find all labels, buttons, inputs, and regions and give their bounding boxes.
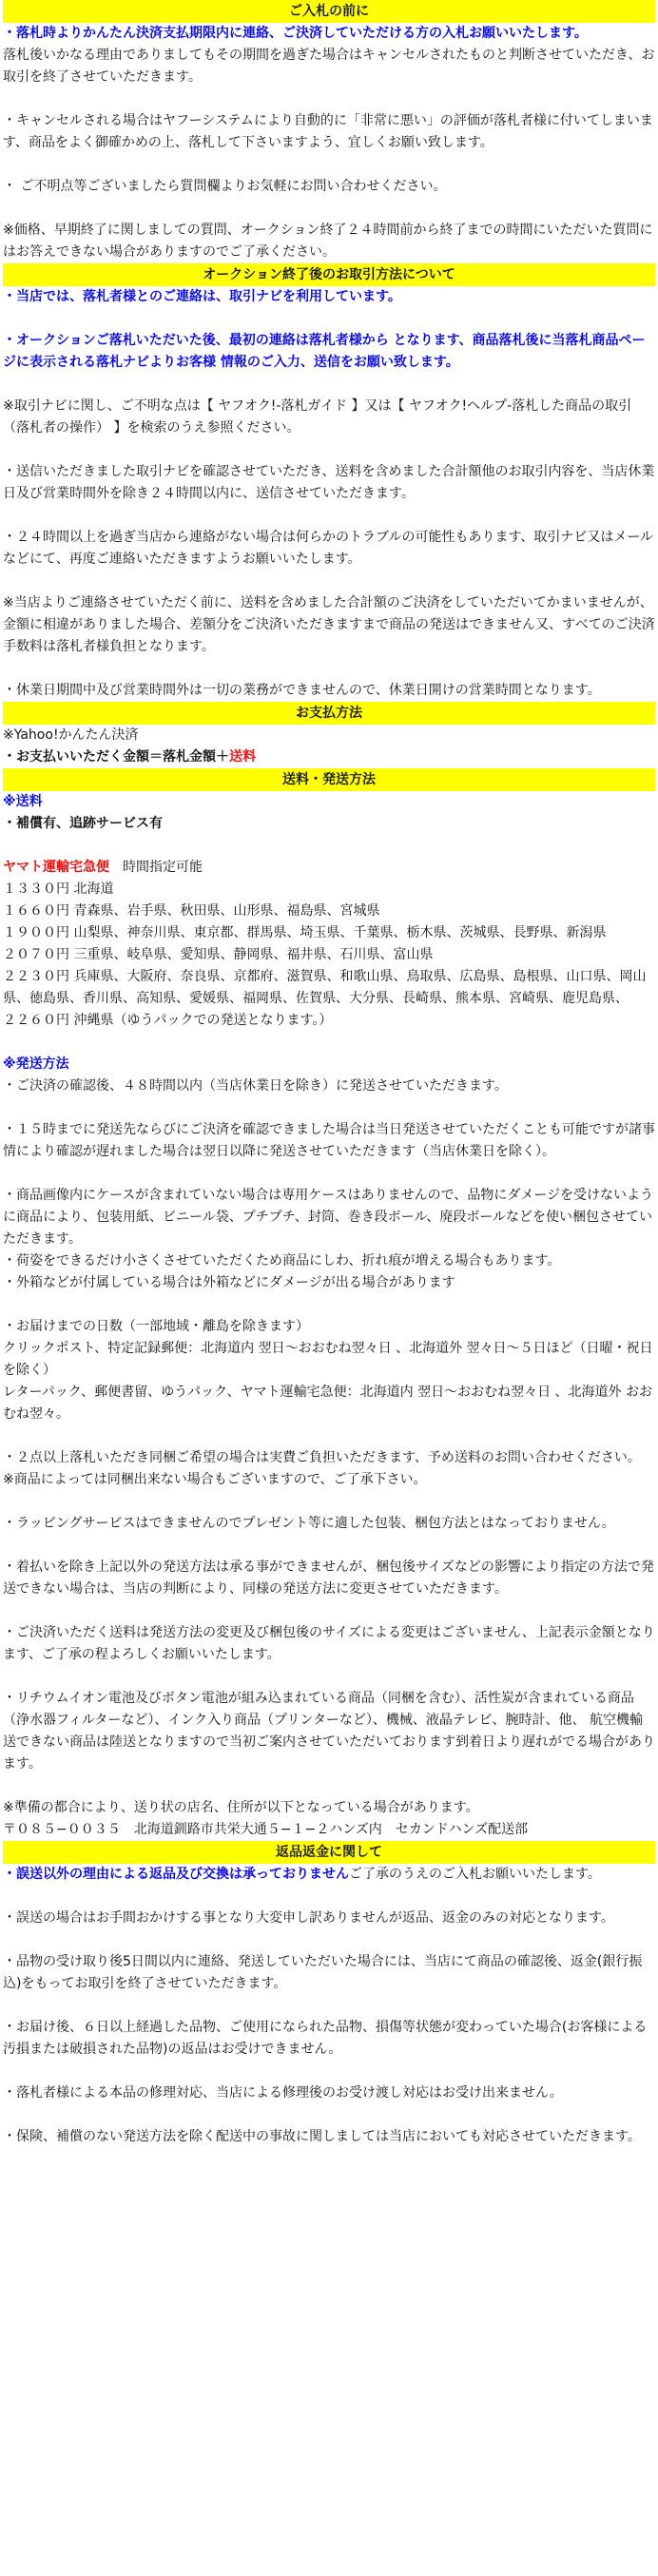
- section-heading: オークション終了後のお取引方法について: [3, 263, 655, 286]
- payment-amount-label: ・お支払いいただく金額＝落札金額＋: [3, 749, 229, 765]
- spacer: [3, 835, 655, 857]
- notice-paragraph: １６６０円 青森県、岩手県、秋田県、山形県、福島県、宮城県: [3, 903, 380, 919]
- notice-paragraph: ・着払いを除き上記以外の発送方法は承る事ができませんが、梱包後サイズなどの影響により指定の方法で発送できない場合は、当店の判断により、同様の発送方法に変更させていただきます。: [3, 1559, 654, 1597]
- notice-paragraph: ※取引ナビに関し、ご不明な点は【 ヤフオク!-落札ガイド 】又は【 ヤフオク!ヘルプ-落札した商品の取引（落札者の操作） 】を検索のうえ参照ください。: [3, 398, 632, 436]
- spacer: [3, 88, 655, 110]
- notice-paragraph: ・お届けまでの日数（一部地域・離島を除きます）: [3, 1319, 309, 1334]
- notice-paragraph: ・リチウムイオン電池及びボタン電池が組み込まれている商品（同梱を含む）、活性炭が含まれている商品（浄水器フィルターなど）、インク入り商品（プリンターなど）、機械、液晶テレビ、腕時計、他、 航空機輸送できない商品は陸送となりますので当初ご案内させていただいております到着日より遅れがでる場合があります。: [3, 1691, 655, 1772]
- returns-policy-line: [3, 1864, 655, 1886]
- spacer: [3, 154, 655, 176]
- emphasis-paragraph: ※送料: [3, 794, 43, 809]
- returns-policy-note: ご了承のうえのご入札お願いいたします。: [349, 1867, 601, 1882]
- carrier-name: ヤマト運輸宅急便: [3, 860, 109, 875]
- notice-paragraph: ※Yahoo!かんたん決済: [3, 727, 139, 743]
- notice-paragraph: ・ラッピングサービスはできませんのでプレゼント等に適した包装、梱包方法とはなっておりません。: [3, 1516, 615, 1531]
- notice-paragraph: 〒０８５−００３５ 北海道釧路市共栄大通５−１−２ハンズ内 セカンドハンズ配送部: [3, 1822, 529, 1837]
- spacer: [3, 1032, 655, 1054]
- notice-paragraph: ・２点以上落札いただき同梱ご希望の場合は実費ご負担いただきます、予め送料のお問い合わせください。: [3, 1450, 641, 1465]
- notice-paragraph: ・誤送の場合はお手間おかけする事となり大変申し訳ありませんが返品、返金のみの対応となります。: [3, 1910, 614, 1926]
- notice-paragraph: ・外箱などが付属している場合は外箱などにダメージが出る場合があります: [3, 1275, 455, 1290]
- emphasis-paragraph: ・当店では、落札者様とのご連絡は、取引ナビを利用しています。: [3, 289, 401, 304]
- notice-paragraph: ２２３０円 兵庫県、大阪府、奈良県、京都府、滋賀県、和歌山県、鳥取県、広島県、島根県、山口県、岡山県、徳島県、香川県、高知県、愛媛県、福岡県、佐賀県、大分県、長崎県、熊本県、宮崎県、鹿児島県、: [3, 969, 647, 1006]
- spacer: [3, 2061, 655, 2082]
- spacer: [3, 505, 655, 527]
- section-body: [3, 791, 655, 1841]
- notice-paragraph: レターパック、郵便書留、ゆうパック、ヤマト運輸宅急便：北海道内 翌日〜おおむね翌々日 、北海道外 おおむね翌々。: [3, 1385, 652, 1422]
- carrier-note: 時間指定可能: [109, 860, 203, 875]
- carrier-line: [3, 857, 655, 879]
- emphasis-paragraph: ※発送方法: [3, 1056, 69, 1072]
- notice-paragraph: クリックポスト、特定記録郵便：北海道内 翌日〜おおむね翌々日 、北海道外 翌々日〜５日ほど（日曜・祝日を除く）: [3, 1341, 653, 1378]
- spacer: [3, 1535, 655, 1557]
- notice-paragraph: １３３０円 北海道: [3, 881, 114, 897]
- section-heading: 送料・発送方法: [3, 768, 655, 791]
- notice-paragraph: ・キャンセルされる場合はヤフーシステムにより自動的に「非常に悪い」の評価が落札者様に付いてしまいます、商品をよく御確かめの上、落札して下さいますよう、宜しくお願い致します。: [3, 113, 653, 150]
- notice-paragraph: ・ご決済いただく送料は発送方法の変更及び梱包後のサイズによる変更はございません、上記表示金額となります、ご了承の程よろしくお願いいたします。: [3, 1625, 655, 1662]
- notice-paragraph: ・送信いただきました取引ナビを確認させていただき、送料を含めました合計額他のお取引内容を、当店休業日及び営業時間外を除き２４時間以内に、送信させていただきます。: [3, 464, 655, 501]
- notice-paragraph: ※当店よりご連絡させていただく前に、送料を含めました合計額のご決済をしていただいてかまいませんが、金額に相違がありました場合、差額分をご決済いただきますまで商品の発送はできません又、すべてのご決済手数料は落札者様負担となります。: [3, 595, 655, 654]
- section-heading: ご入札の前に: [3, 0, 655, 23]
- notice-paragraph: ※商品によっては同梱出来ない場合もございますので、ご了承下さい。: [3, 1472, 427, 1487]
- notice-paragraph: ・落札者様による本品の修理対応、当店による修理後のお受け渡し対応はお受け出来ません。: [3, 2085, 563, 2101]
- returns-policy-emphasis: ・誤送以外の理由による返品及び交換は承っておりません: [3, 1867, 349, 1882]
- notice-paragraph: ・品物の受け取り後5日間以内に連絡、発送していただいた場合には、当店にて商品の確認後、返金(銀行振込)をもってお取引を終了させていただきます。: [3, 1954, 643, 1991]
- notice-paragraph: ・お届け後、６日以上経過した品物、ご使用になられた品物、損傷等状態が変わっていた場合(お客様による汚損または破損された品物)の返品はお受けできません。: [3, 2020, 648, 2057]
- notice-paragraph: ・休業日期間中及び営業時間外は一切の業務ができませんので、休業日開けの営業時間となります。: [3, 683, 601, 698]
- notice-paragraph: ・商品画像内にケースが含まれていない場合は専用ケースはありませんので、品物にダメージを受けないように商品により、包装用紙、ビニール袋、プチプチ、封筒、巻き段ボール、廃段ボールなどを使い梱包させていただきます。: [3, 1188, 654, 1247]
- spacer: [3, 571, 655, 592]
- spacer: [3, 2104, 655, 2126]
- spacer: [3, 658, 655, 680]
- notice-paragraph: 落札後いかなる理由でありましてもその期間を過ぎた場合はキャンセルされたものと判断させていただき、お取引を終了させていただきます。: [3, 48, 655, 85]
- notice-paragraph: ・保険、補償のない発送方法を除く配送中の事故に関しましては当店においても対応させていただきます。: [3, 2129, 641, 2144]
- spacer: [3, 374, 655, 396]
- spacer: [3, 1097, 655, 1119]
- spacer: [3, 1886, 655, 1908]
- emphasis-paragraph: ・落札時よりかんたん決済支払期限内に連絡、ご決済していただける方の入札お願いいたします。: [3, 26, 588, 41]
- section-body: [3, 23, 655, 263]
- section-heading: 返品返金に関して: [3, 1841, 655, 1864]
- spacer: [3, 1425, 655, 1447]
- notice-paragraph: ・ご決済の確認後、４８時間以内（当店休業日を除き）に発送させていただきます。: [3, 1078, 508, 1094]
- spacer: [3, 1929, 655, 1951]
- spacer: [3, 1995, 655, 2017]
- notice-paragraph: ２２６０円 沖縄県（ゆうパックでの発送となります。）: [3, 1013, 333, 1028]
- spacer: [3, 198, 655, 220]
- spacer: [3, 439, 655, 461]
- section-heading: お支払方法: [3, 702, 655, 725]
- notice-paragraph: ※準備の都合により、送り状の店名、住所が以下となっている場合があります。: [3, 1800, 479, 1815]
- notice-paragraph: ２０７０円 三重県、岐阜県、愛知県、静岡県、福井県、石川県、富山県: [3, 947, 434, 962]
- notice-paragraph: ・ ご不明点等ございましたら質問欄よりお気軽にお問い合わせください。: [3, 179, 447, 194]
- spacer: [3, 1600, 655, 1622]
- shipping-fee-emphasis: 送料: [229, 749, 256, 765]
- spacer: [3, 1666, 655, 1688]
- spacer: [3, 1163, 655, 1185]
- spacer: [3, 308, 655, 330]
- section-body: [3, 725, 655, 768]
- notice-paragraph: ※価格、早期終了に関しましての質問、オークション終了２４時間前から終了までの時間にいただいた質問にはお答えできない場合がありますのでご了承ください。: [3, 223, 653, 260]
- payment-amount-line: [3, 746, 655, 768]
- notice-paragraph: ・１５時までに発送先ならびにご決済を確認できました場合は当日発送させていただくことも可能ですが諸事情により確認が遅れました場合は翌日以降に発送させていただきます（当店休業日を除く）。: [3, 1122, 655, 1159]
- spacer: [3, 1775, 655, 1797]
- notice-paragraph: １９００円 山梨県、神奈川県、東京都、群馬県、埼玉県、千葉県、栃木県、茨城県、長野県、新潟県: [3, 925, 607, 940]
- notice-paragraph: ・荷姿をできるだけ小さくさせていただくため商品にしわ、折れ痕が増える場合もあります。: [3, 1253, 561, 1269]
- emphasis-paragraph: ・オークションご落札いただいた後、最初の連絡は落札者様から となります、商品落札後に当落札商品ページに表示される落札ナビよりお客様 情報のご入力、送信をお願い致します。: [3, 333, 646, 370]
- section-body: [3, 1864, 655, 2148]
- spacer: [3, 1294, 655, 1316]
- spacer: [3, 1491, 655, 1513]
- bold-paragraph: ・補償有、追跡サービス有: [3, 816, 163, 831]
- section-body: [3, 286, 655, 702]
- notice-paragraph: ・２４時間以上を過ぎ当店から連絡がない場合は何らかのトラブルの可能性もあります、取引ナビ又はメールなどにて、再度ご連絡いただきますようお願いいたします。: [3, 530, 654, 567]
